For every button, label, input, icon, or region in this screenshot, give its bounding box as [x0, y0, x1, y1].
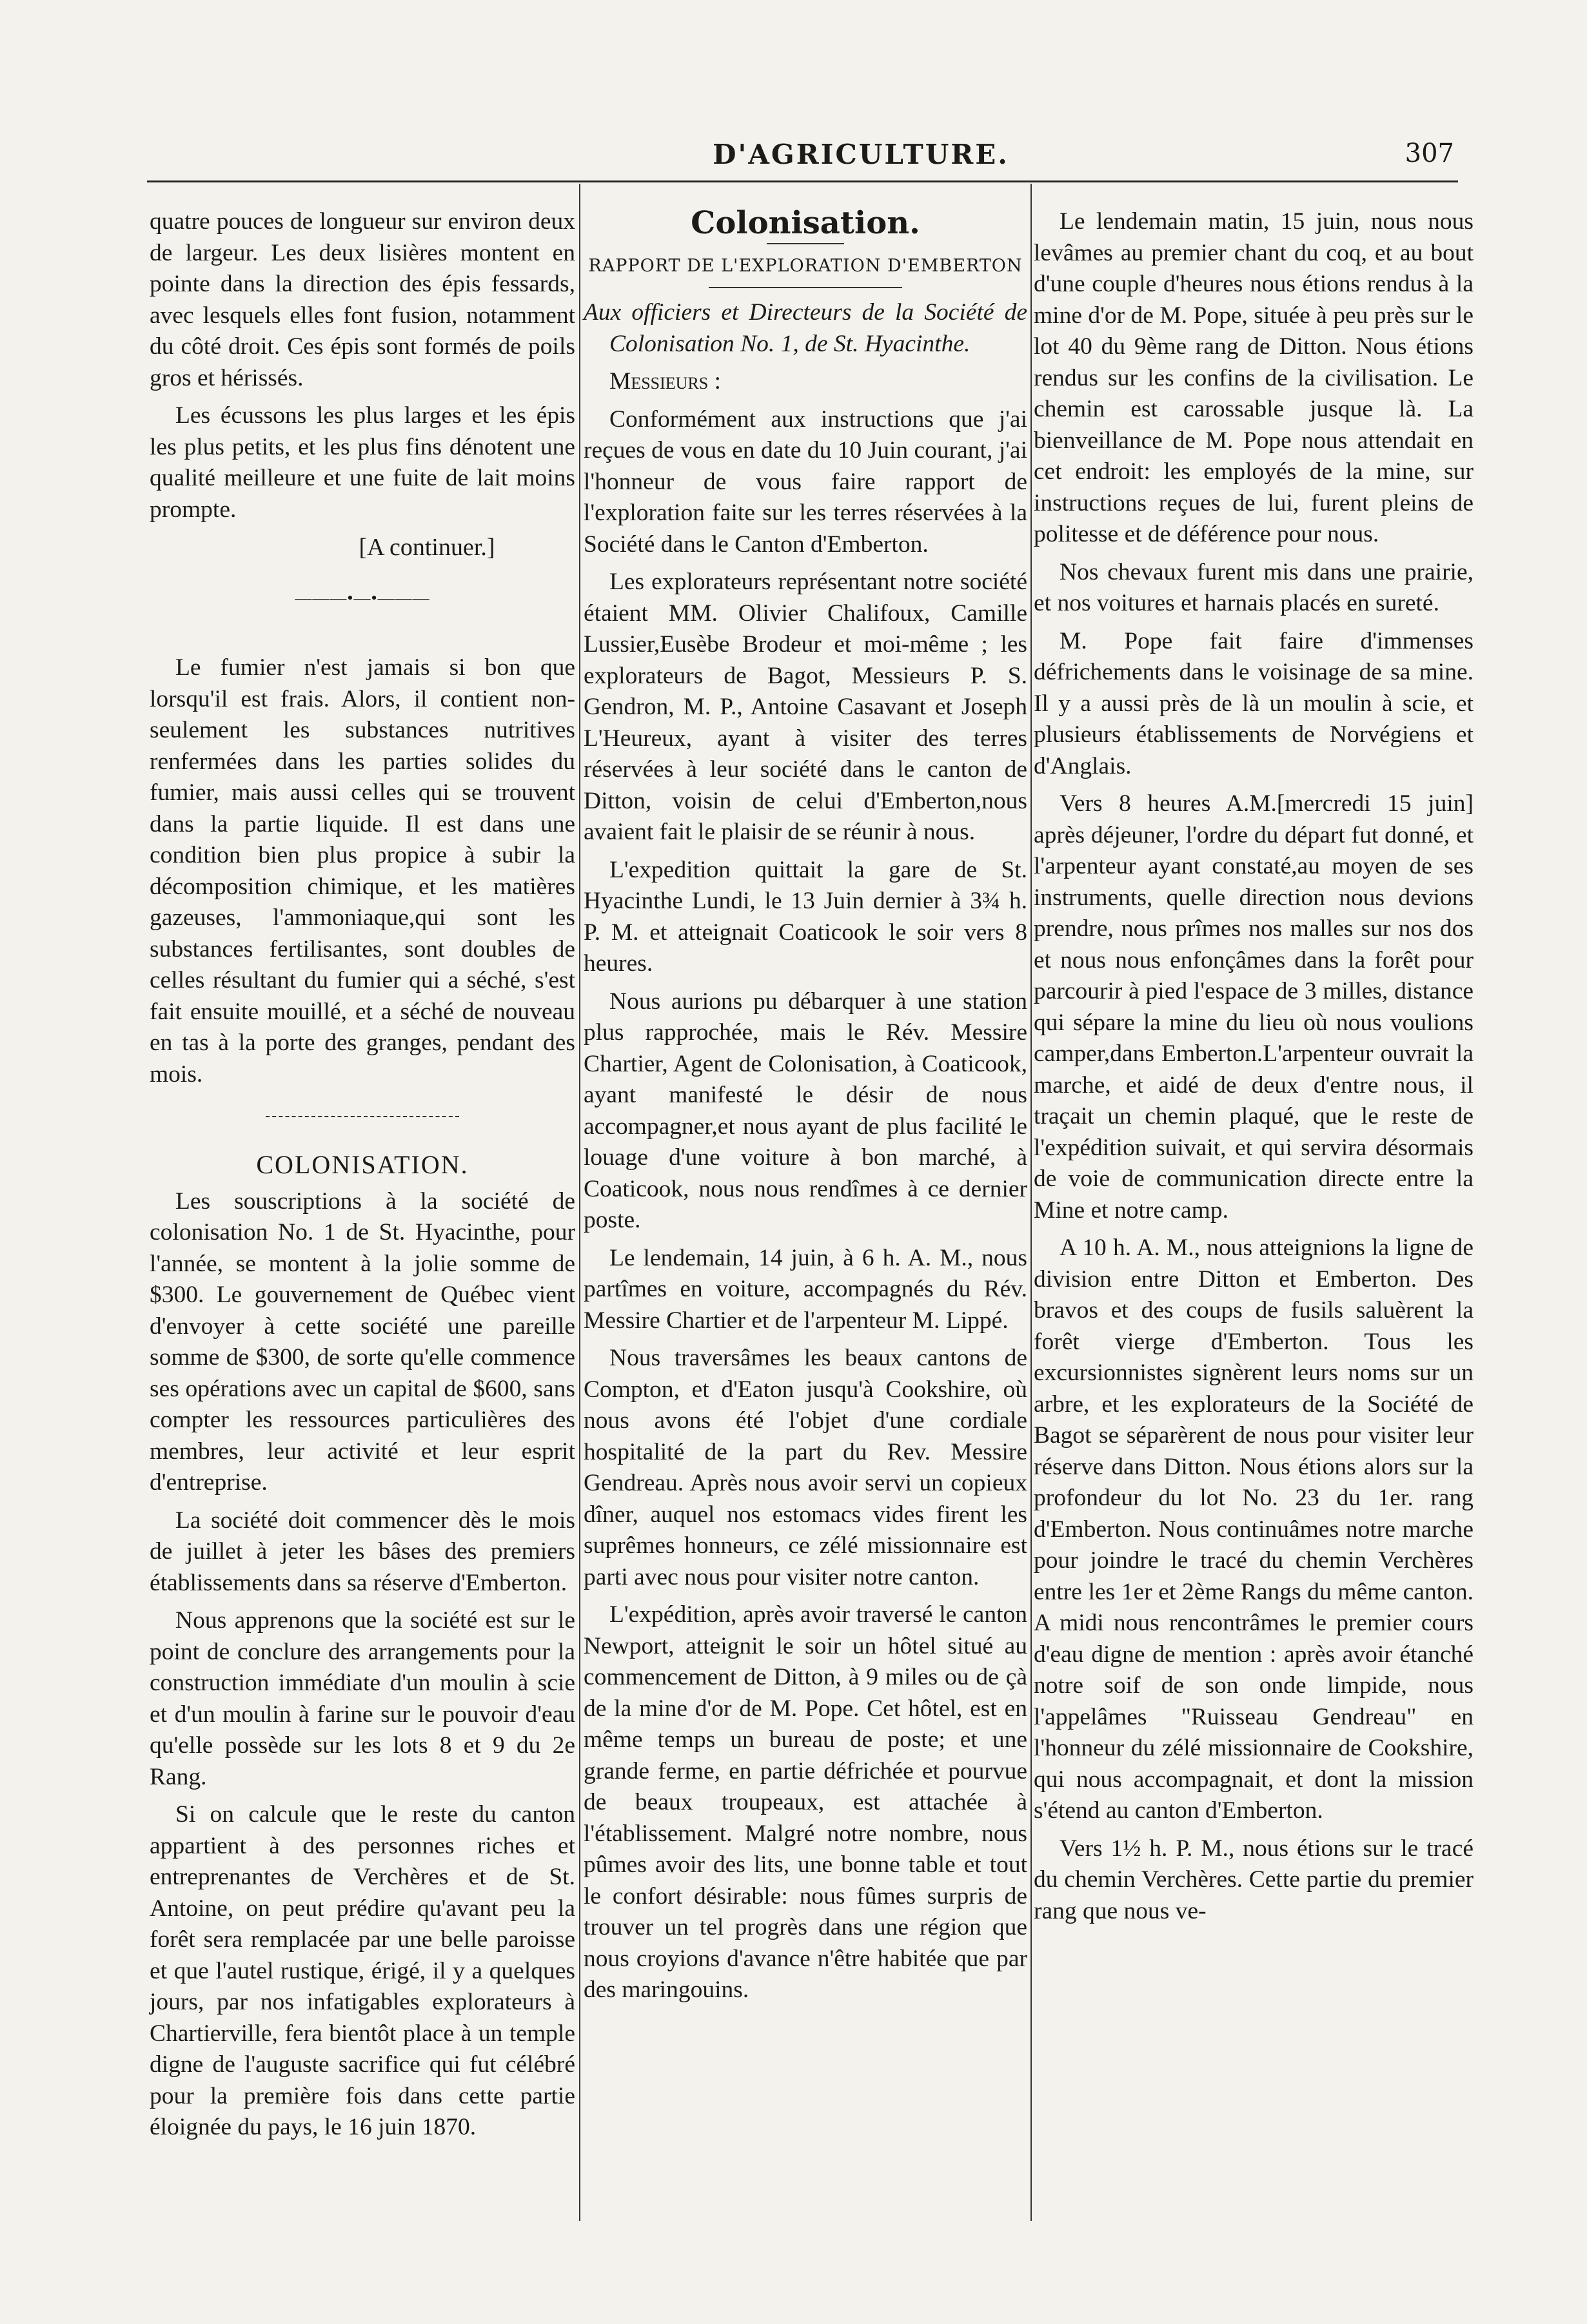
paragraph: Nous aurions pu débarquer à une station plus rapprochée, mais le Rév. Messire Chartier, Agent de Colonisation, à Coaticook, ayant manifesté le désir de nous accompagner,et nous ayant de plus facilité le louage d'une voiture à bon marché, à Coaticook, nous nous rendîmes à ce dernier poste. — [584, 988, 1027, 1233]
title-rule — [767, 243, 844, 244]
paragraph: Le lendemain matin, 15 juin, nous nous levâmes au premier chant du coq, et au bout d'une couple d'heures nous étions rendus à la mine d'or de M. Pope, située à peu près sur le lot 40 du 9ème rang de Ditton. Nous étions rendus sur les confins de la civilisation. Le chemin est carossable jusque là. La bienveillance de M. Pope nous attendait en cet endroit: les employés de la mine, sur instructions reçues de lui, furent pleins de politesse et de déférence pour nous. — [1034, 208, 1474, 547]
paragraph: L'expedition quittait la gare de St. Hyacinthe Lundi, le 13 Juin dernier à 3¾ h. P. M. et atteignait Coaticook le soir vers 8 heures. — [584, 856, 1027, 977]
ornamental-divider: ———•—•——— — [295, 588, 430, 607]
paragraph: Les souscriptions à la société de colonisation No. 1 de St. Hyacinthe, pour l'année, se montent à la jolie somme de $300. Le gouvernement de Québec vient d'envoyer à cette société une pareille somme de $300, de sorte qu'elle commence ses opérations avec un capital de $600, sans compter les ressources particulières des membres, leur activité et leur esprit d'entreprise. — [150, 1187, 575, 1496]
article-title: Colonisation. — [691, 205, 920, 241]
paragraph: Nous apprenons que la société est sur le point de conclure des arrangements pour la construction immédiate d'un moulin à scie et d'un moulin à farine sur le pouvoir d'eau qu'elle possède sur les lots 8 et 9 du 2e Rang. — [150, 1607, 575, 1790]
page-number: 307 — [1405, 139, 1454, 168]
paragraph: Nos chevaux furent mis dans une prairie, et nos voitures et harnais placés en sureté. — [1034, 558, 1474, 616]
paragraph: La société doit commencer dès le mois de juillet à jeter les bâses des premiers établissements dans sa réserve d'Emberton. — [150, 1507, 575, 1596]
paragraph: Le lendemain, 14 juin, à 6 h. A. M., nous partîmes en voiture, accompagnés du Rév. Messire Chartier et de l'arpenteur M. Lippé. — [584, 1244, 1027, 1334]
paragraph: Si on calcule que le reste du canton appartient à des personnes riches et entreprenantes de Verchères et de St. Antoine, on peut prédire qu'avant peu la forêt sera remplacée par une belle paroisse et que l'autel rustique, érigé, il y a quelques jours, par nos infatigables explorateurs à Chartierville, fera bientôt place à un temple digne de l'auguste sacrifice qui fut célébré pour la première fois dans cette partie éloignée du pays, le 16 juin 1870. — [150, 1801, 575, 2140]
paragraph: Les explorateurs représentant notre société étaient MM. Olivier Chalifoux, Camille Lussier,Eusèbe Brodeur et moi-même ; les explorateurs de Bagot, Messieurs P. S. Gendron, M. P., Antoine Casavant et Joseph L'Heureux, ayant à visiter des terres réservées à leur société dans le canton de Ditton, voisin de celui d'Emberton,nous avaient fait le plaisir de se réunir à nous. — [584, 569, 1027, 845]
paragraph: Vers 8 heures A.M.[mercredi 15 juin] après déjeuner, l'ordre du départ fut donné, et l'arpenteur ayant constaté,au moyen de ses instruments, quelle direction nous devions prendre, nous prîmes nos malles sur nos dos et nous nous enfonçâmes dans la forêt pour parcourir à pied l'espace de 3 milles, distance qui sépare la mine du lieu où nous voulions camper,dans Emberton.L'arpenteur ouvrait la marche, et aidé de deux d'entre nous, il traçait un chemin plaqué, que le reste de l'expédition suivait, et qui servira désormais de voie de communication directe entre la Mine et notre camp. — [1034, 790, 1474, 1224]
column-middle — [584, 206, 1027, 2013]
paragraph: A 10 h. A. M., nous atteignions la ligne de division entre Ditton et Emberton. Des bravos et des coups de fusils saluèrent la forêt vierge d'Emberton. Tous les excursionnistes signèrent leurs noms sur un arbre, et les explorateurs de la Société de Bagot se séparèrent de nous pour visiter leur réserve dans Ditton. Nous étions alors sur la profondeur du lot No. 23 du 1er. rang d'Emberton. Nous continuâmes notre marche pour joindre le tracé du chemin Verchères entre les 1er et 2ème Rangs du même canton. A midi nous rencontrâmes le premier cours d'eau digne de mention : après avoir étanché notre soif de son onde limpide, nous l'appelâmes "Ruisseau Gendreau" en l'honneur du zélé missionnaire de Cookshire, qui nous accompagnait, et dont la mission s'étend au canton d'Emberton. — [1034, 1235, 1474, 1824]
subtitle-rule — [709, 287, 902, 288]
page-header — [152, 139, 1454, 184]
paragraph: Les écussons les plus larges et les épis les plus petits, et les plus fins dénotent une qualité meilleure et une fuite de lait moins prompte. — [150, 402, 575, 523]
dashed-divider — [266, 1116, 459, 1117]
column-right — [1034, 206, 1474, 1933]
paragraph: quatre pouces de longueur sur environ deux de largeur. Les deux lisières montent en pointe dans la direction des épis fessards, avec lesquels elles font fusion, notamment du côté droit. Ces épis sont formés de poils gros et hérissés. — [150, 208, 575, 391]
paragraph: Nous traversâmes les beaux cantons de Compton, et d'Eaton jusqu'à Cookshire, où nous avons été l'objet d'une cordiale hospitalité de la part du Rev. Messire Gendreau. Après nous avoir servi un copieux dîner, auquel nos estomacs vides firent les suprêmes honneurs, ce zélé missionnaire est parti avec nous pour visiter notre canton. — [584, 1345, 1027, 1590]
paragraph: Vers 1½ h. P. M., nous étions sur le tracé du chemin Verchères. Cette partie du premier rang que nous ve- — [1034, 1835, 1474, 1924]
salutation: Messieurs : — [609, 368, 722, 395]
column-divider-left — [579, 184, 580, 2221]
paragraph: Le fumier n'est jamais si bon que lorsqu'il est frais. Alors, il contient non-seulement les substances nutritives renfermées dans les parties solides du fumier, mais aussi celles qui se trouvent dans la partie liquide. Il est dans une condition bien plus propice à subir la décomposition chimique, et les matières gazeuses, l'ammoniaque,qui sont les substances fertilisantes, sont doubles de celles résultant du fumier qui a séché, s'est fait ensuite mouillé, et a séché de nouveau en tas à la porte des granges, pendant des mois. — [150, 654, 575, 1088]
continuation-note: [A continuer.] — [359, 534, 495, 561]
paragraph: Conformément aux instructions que j'ai reçues de vous en date du 10 Juin courant, j'ai l'honneur de vous faire rapport de l'exploration faite sur les terres réservées à la Société dans le Canton d'Emberton. — [584, 405, 1027, 558]
paragraph: M. Pope fait faire d'immenses défrichements dans le voisinage de sa mine. Il y a aussi près de là un moulin à scie, et plusieurs établissements de Norvégiens et d'Anglais. — [1034, 627, 1474, 779]
running-title: D'AGRICULTURE. — [713, 139, 1009, 170]
report-subtitle: RAPPORT DE L'EXPLORATION D'EMBERTON — [588, 255, 1023, 276]
column-left — [150, 206, 575, 2150]
header-rule — [147, 181, 1458, 182]
paragraph: L'expédition, après avoir traversé le canton Newport, atteignit le soir un hôtel situé au commencement de Ditton, à 9 miles ou de çà de la mine d'or de M. Pope. Cet hôtel, est en même temps un bureau de poste; et une grande ferme, en partie défrichée et pourvue de beaux troupeaux, est attachée à l'établissement. Malgré notre nombre, nous pûmes avoir des lits, une bonne table et tout le confort désirable: nous fûmes surpris de trouver un tel progrès dans une région que nous croyions d'avance n'être habitée que par des maringouins. — [584, 1601, 1027, 2003]
section-title: COLONISATION. — [256, 1150, 469, 1179]
column-divider-right — [1030, 184, 1032, 2221]
address-line: Aux officiers et Directeurs de la Société de Colonisation No. 1, de St. Hyacinthe. — [584, 299, 1027, 357]
